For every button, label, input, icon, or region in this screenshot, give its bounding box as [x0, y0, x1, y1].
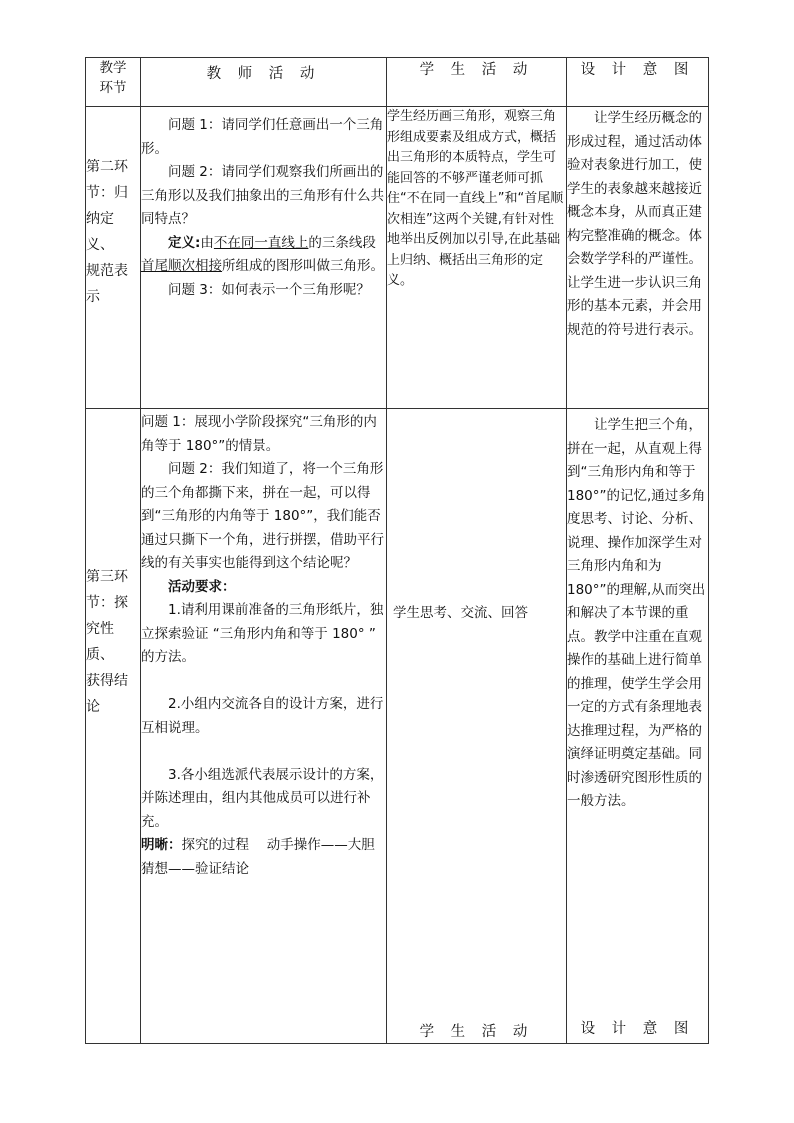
header-design	[567, 58, 709, 107]
stage3-label	[86, 409, 141, 1044]
table-row-stage3	[86, 409, 709, 1044]
header-student-label: 学 生 活 动	[419, 62, 534, 78]
stage2-line3: 纳定义、	[86, 211, 114, 253]
requirement-3: 3.各小组选派代表展示设计的方案，并陈述理由，组内其他成员可以进行补充。	[141, 766, 384, 830]
definition-text-2: 的三条线段	[308, 234, 376, 251]
header-stage	[86, 58, 141, 107]
stage2-line4: 规范表	[86, 263, 128, 279]
header-design-label: 设 计 意 图	[580, 62, 695, 78]
requirement-1: 1.请利用课前准备的三角形纸片，独立探索验证 “三角形内角和等于 180° ” 的方法。	[141, 602, 384, 665]
stage3-design-cell	[567, 409, 709, 1044]
stage2-line2: 节：归	[86, 185, 128, 201]
stage3-line1: 第三环	[86, 569, 128, 585]
stage3-design-text: 让学生把三个角，拼在一起，从直观上得到“三角形内角和等于 180°”的记忆,通过多角度思考、讨论、分析、说理、操作加深学生对三角形内角和为 180°”的理解,从而突出和解决了本节课的重点。教学中注重在直观操作的基础上进行简单的推理，使学生学会用一定的方式有条理地表达推理过程，为严格的演绎证明奠定基础。同时渗透研究图形性质的一般方法。	[567, 417, 706, 809]
clarification-text: 探究的过程 动手操作——大胆猜想——验证结论	[141, 837, 375, 877]
stage2-question1: 问题 1：请同学们任意画出一个三角形。	[141, 117, 384, 157]
stage2-student-text: 学生经历画三角形，观察三角形组成要素及组成方式，概括出三角形的本质特点，学生可能回答的不够严谨老师可抓住“不在同一直线上”和“首尾顺次相连”这两个关键,有针对性地举出反例加以引导,在此基础上归纳、概括出三角形的定义。	[387, 109, 564, 288]
header-teacher	[141, 58, 387, 107]
stage3-line2: 节：探	[86, 595, 128, 611]
stage2-line5: 示	[86, 289, 100, 305]
stage3-design-footer: 设 计 意 图	[580, 1020, 695, 1037]
definition-text-3: 所组成的图形叫做三角形。	[222, 258, 384, 274]
stage3-question1: 问题 1：展现小学阶段探究“三角形的内角等于 180°”的情景。	[141, 414, 377, 454]
stage3-student-cell	[387, 409, 567, 1044]
stage2-design-p1: 让学生经历概念的形成过程，通过活动体验对表象进行加工，使学生的表象越来越接近概念本身，从而真正建构完整准确的概念。体会数学学科的严谨性。	[567, 110, 702, 267]
stage3-clarification	[141, 834, 386, 881]
clarification-label: 明晰：	[141, 837, 182, 853]
stage3-question2: 问题 2：我们知道了，将一个三角形的三个角都撕下来，拼在一起，可以得到“三角形的内角等于 180°”，我们能否通过只撕下一个角，进行拼摆，借助平行线的有关事实也能得到这个结论呢？	[141, 461, 384, 571]
table-row-stage2	[86, 107, 709, 409]
definition-label: 定义:	[168, 234, 201, 251]
stage2-label	[86, 107, 141, 409]
stage3-line4: 获得结	[86, 673, 128, 689]
stage2-student-cell	[387, 107, 567, 409]
requirement-2: 2.小组内交流各自的设计方案，进行互相说理。	[141, 696, 384, 736]
header-stage-line2: 环节	[99, 80, 127, 96]
stage2-question3: 问题 3：如何表示一个三角形呢？	[168, 281, 370, 298]
header-teacher-label: 教 师 活 动	[206, 66, 321, 82]
stage2-teacher-cell	[141, 107, 387, 409]
stage3-teacher-cell	[141, 409, 387, 1044]
header-student	[387, 58, 567, 107]
lesson-plan-table	[85, 57, 709, 1044]
header-stage-line1: 教学	[99, 60, 127, 76]
stage3-student-footer: 学 生 活 动	[419, 1024, 534, 1040]
table-header-row	[86, 58, 709, 107]
stage2-definition	[141, 232, 386, 279]
definition-underline-1: 不在同一直线上	[213, 234, 309, 251]
stage3-line3: 究性质、	[86, 621, 114, 663]
stage2-design-p2: 让学生进一步认识三角形的基本元素，并会用规范的符号进行表示。	[567, 274, 702, 338]
stage3-student-text: 学生思考、交流、回答	[393, 605, 528, 621]
stage3-line5: 论	[86, 699, 100, 715]
definition-underline-2: 首尾顺次相接	[141, 258, 222, 274]
activity-requirements-label: 活动要求：	[168, 578, 236, 595]
stage2-question2: 问题 2：请同学们观察我们所画出的三角形以及我们抽象出的三角形有什么共同特点？	[141, 164, 384, 227]
stage2-line1: 第二环	[86, 159, 128, 175]
definition-text-1: 由	[200, 234, 214, 251]
stage2-design-cell	[567, 107, 709, 409]
